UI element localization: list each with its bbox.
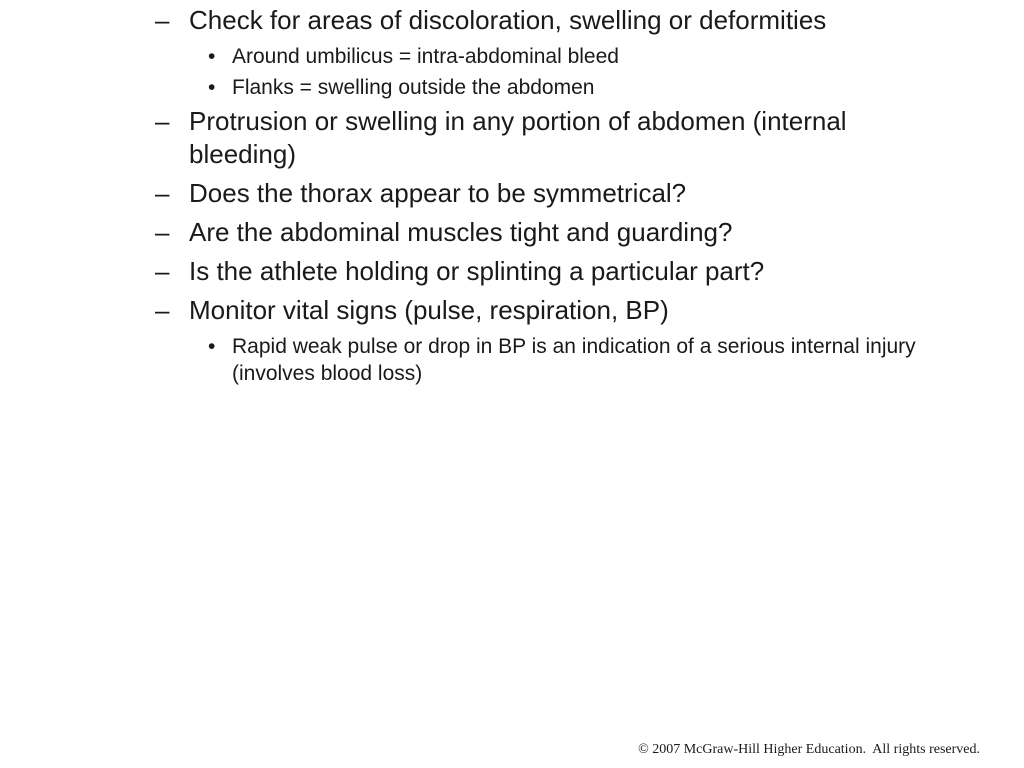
bullet-item bbox=[155, 4, 935, 37]
dash-marker: – bbox=[155, 256, 170, 286]
bullet-item bbox=[155, 177, 935, 210]
bullet-marker: • bbox=[208, 45, 216, 68]
bullet-text: Check for areas of discoloration, swelling or deformities bbox=[189, 5, 827, 35]
bullet-text: Is the athlete holding or splinting a particular part? bbox=[189, 256, 765, 286]
bullet-text: Protrusion or swelling in any portion of abdomen (internal bleeding) bbox=[189, 106, 847, 169]
bullet-item bbox=[155, 216, 935, 249]
sub-bullet-item bbox=[200, 333, 935, 387]
bullet-text: Does the thorax appear to be symmetrical? bbox=[189, 178, 687, 208]
bullet-marker: • bbox=[208, 335, 216, 358]
sub-bullet-item bbox=[200, 43, 935, 70]
bullet-item bbox=[155, 294, 935, 327]
copyright-footer: © 2007 McGraw-Hill Higher Education. All rights reserved. bbox=[638, 742, 980, 757]
sub-list bbox=[155, 333, 935, 387]
sub-bullet-text: Flanks = swelling outside the abdomen bbox=[232, 76, 595, 99]
sub-list bbox=[155, 43, 935, 101]
bullet-item bbox=[155, 255, 935, 288]
bullet-list bbox=[155, 4, 935, 391]
bullet-text: Monitor vital signs (pulse, respiration, BP) bbox=[189, 295, 669, 325]
sub-bullet-text: Around umbilicus = intra-abdominal bleed bbox=[232, 45, 619, 68]
dash-marker: – bbox=[155, 295, 170, 325]
dash-marker: – bbox=[155, 178, 170, 208]
dash-marker: – bbox=[155, 106, 170, 136]
bullet-text: Are the abdominal muscles tight and guarding? bbox=[189, 217, 733, 247]
dash-marker: – bbox=[155, 217, 170, 247]
bullet-marker: • bbox=[208, 76, 216, 99]
sub-bullet-item bbox=[200, 74, 935, 101]
sub-bullet-text: Rapid weak pulse or drop in BP is an indication of a serious internal injury (involves blood loss) bbox=[232, 335, 916, 385]
dash-marker: – bbox=[155, 5, 170, 35]
bullet-item bbox=[155, 105, 935, 171]
